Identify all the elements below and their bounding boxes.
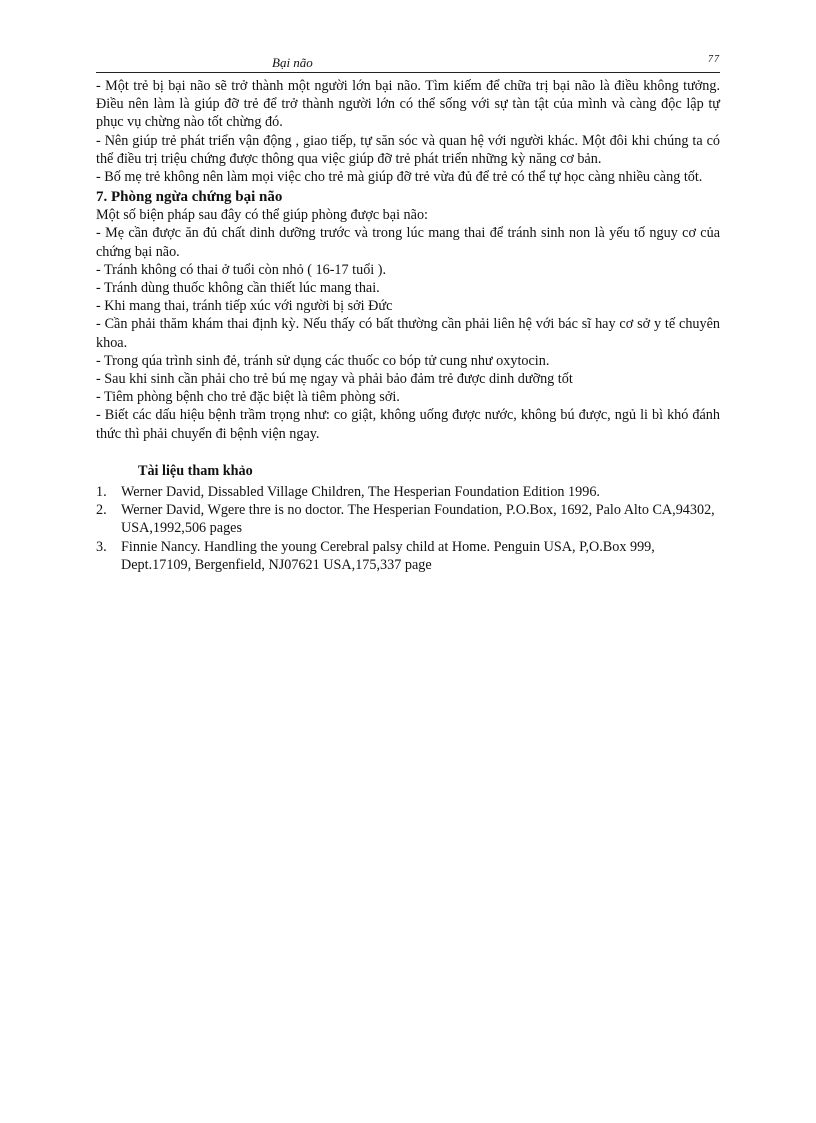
references-list xyxy=(96,483,720,574)
reference-text: Werner David, Wgere thre is no doctor. The Hesperian Foundation, P.O.Box, 1692, Palo Alto CA,94302, USA,1992,506 pages xyxy=(121,502,715,537)
prevention-item: - Tránh không có thai ở tuổi còn nhỏ ( 16-17 tuổi ). xyxy=(96,261,387,278)
prevention-item: - Tránh dùng thuốc không cần thiết lúc mang thai. xyxy=(96,280,380,297)
prevention-item: - Cần phải thăm khám thai định kỳ. Nếu thấy có bất thường cần phải liên hệ với bác sĩ hay cơ sở y tế chuyên khoa. xyxy=(96,316,720,351)
references-section xyxy=(96,462,720,574)
references-heading: Tài liệu tham khảo xyxy=(138,462,253,479)
prevention-item: - Khi mang thai, tránh tiếp xúc với người bị sởi Đức xyxy=(96,298,393,315)
reference-item xyxy=(96,501,720,537)
page-number: 77 xyxy=(708,54,720,65)
reference-number: 3. xyxy=(96,538,107,555)
section-intro: Một số biện pháp sau đây có thể giúp phòng được bại não: xyxy=(96,207,428,224)
running-header xyxy=(96,52,720,73)
section-heading: 7. Phòng ngừa chứng bại não xyxy=(96,189,283,206)
body-text xyxy=(96,77,720,443)
paragraph: - Một trẻ bị bại não sẽ trở thành một người lớn bại não. Tìm kiếm để chữa trị bại não là điều không tưởng. Điều nên làm là giúp đỡ trẻ để trở thành người lớn có thể sống với sự tàn tật của mình và càng độc lập tự phục vụ chừng nào tốt chừng đó. xyxy=(96,78,720,131)
reference-number: 1. xyxy=(96,484,107,501)
reference-text: Werner David, Dissabled Village Children, The Hesperian Foundation Edition 1996. xyxy=(121,484,600,501)
running-title: Bại não xyxy=(272,55,313,70)
document-page xyxy=(96,52,720,574)
reference-text: Finnie Nancy. Handling the young Cerebral palsy child at Home. Penguin USA, P,O.Box 999, Dept.17109, Bergenfield, NJ07621 USA,175,337 page xyxy=(121,538,655,573)
prevention-item: - Trong qúa trình sinh đẻ, tránh sử dụng các thuốc co bóp tử cung như oxytocin. xyxy=(96,352,550,369)
paragraph: - Bố mẹ trẻ không nên làm mọi việc cho trẻ mà giúp đỡ trẻ vừa đủ để trẻ có thể tự học càng nhiều càng tốt. xyxy=(96,169,703,186)
prevention-item: - Sau khi sinh cần phải cho trẻ bú mẹ ngay và phải bảo đảm trẻ được dinh dưỡng tốt xyxy=(96,371,573,388)
prevention-item: - Biết các dấu hiệu bệnh trầm trọng như: co giật, không uống được nước, không bú được, ngủ li bì khó đánh thức thì phải chuyển đi bệnh viện ngay. xyxy=(96,407,720,442)
paragraph: - Nên giúp trẻ phát triển vận động , giao tiếp, tự săn sóc và quan hệ với người khác. Một đôi khi chúng ta có thể điều trị triệu chứng được thông qua việc giúp đỡ trẻ phát triển những kỳ năng cơ bản. xyxy=(96,132,720,167)
reference-item xyxy=(96,483,720,501)
prevention-item: - Mẹ cần được ăn đủ chất dinh dưỡng trước và trong lúc mang thai để tránh sinh non là yếu tố nguy cơ của chứng bại não. xyxy=(96,225,720,260)
reference-item xyxy=(96,538,720,574)
reference-number: 2. xyxy=(96,502,107,519)
prevention-item: - Tiêm phòng bệnh cho trẻ đặc biệt là tiêm phòng sởi. xyxy=(96,389,400,406)
